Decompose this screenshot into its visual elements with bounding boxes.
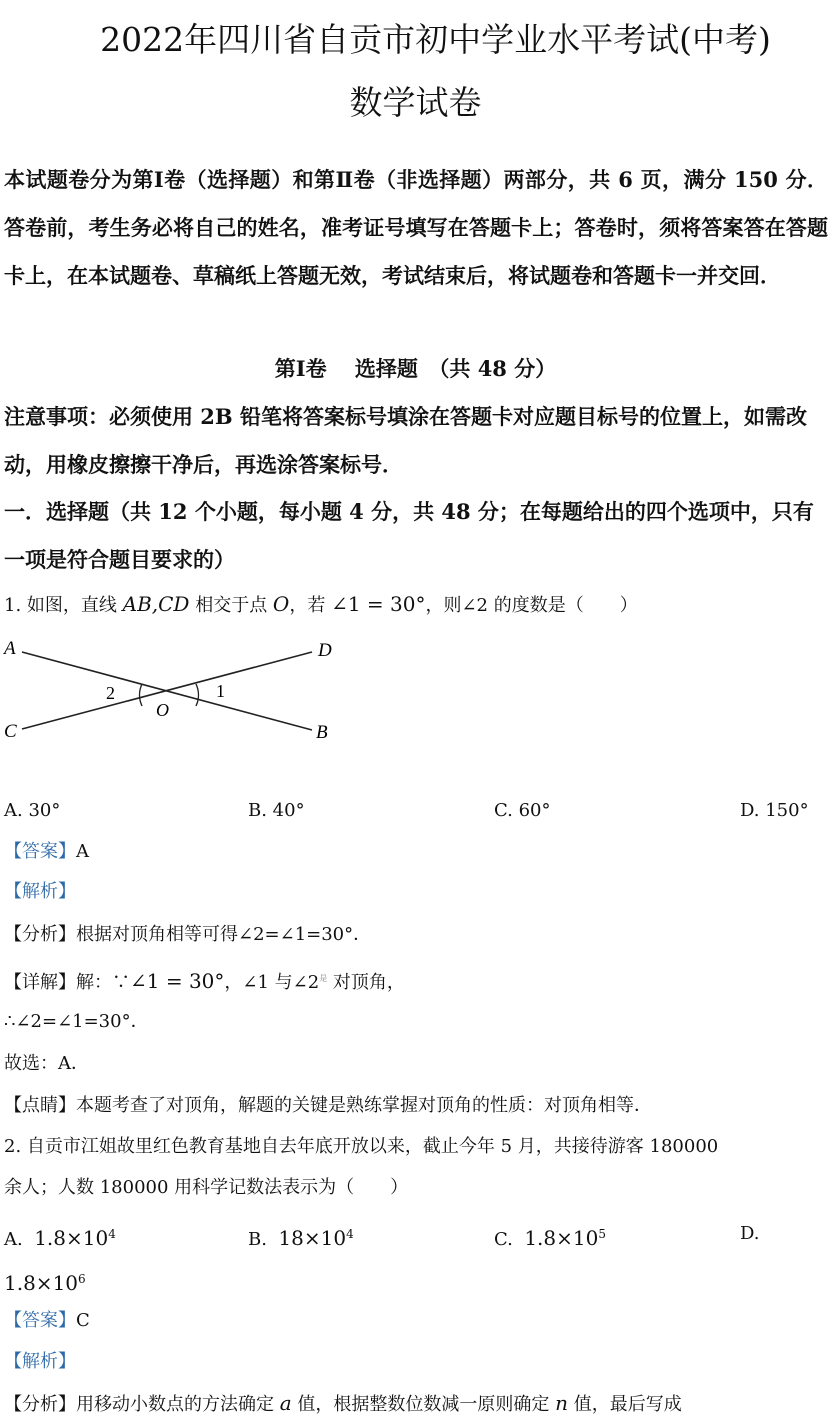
q1-answer: 【答案】A bbox=[4, 841, 89, 862]
exam-title: 2022年四川省自贡市初中学业水平考试(中考) bbox=[100, 20, 771, 59]
q1-dianjing: 【点睛】本题考查了对顶角，解题的关键是熟练掌握对顶角的性质：对顶角相等． bbox=[4, 1095, 652, 1116]
section-heading: 第Ⅰ卷 选择题 （共 48 分） bbox=[274, 356, 557, 381]
label-o: O bbox=[156, 700, 169, 720]
q1-option-a: A. 30° bbox=[4, 800, 61, 821]
q1-analysis-tag: 【解析】 bbox=[4, 881, 76, 902]
label-d: D bbox=[318, 640, 332, 661]
q2-option-c: C. $1.8\times 10^5$ bbox=[494, 1226, 606, 1250]
label-c: C bbox=[4, 721, 17, 742]
label-b: B bbox=[316, 722, 328, 743]
q1-choose: 故选：A． bbox=[4, 1053, 89, 1074]
intro-paragraph: 本试题卷分为第Ⅰ卷（选择题）和第Ⅱ卷（非选择题）两部分，共 6 页，满分 150 分．答卷前，考生务必将自己的姓名，准考证号填写在答题卡上；答卷时，须将答案答在答题卡上，在本试题卷、草稿纸上答题无效，考试结束后，将试题卷和答题卡一并交回． bbox=[4, 167, 828, 288]
q2-answer: 【答案】C bbox=[4, 1310, 90, 1331]
q2-option-a: A. $1.8\times 10^4$ bbox=[4, 1226, 116, 1250]
q2-stem-line2: 余人；人数 180000 用科学记数法表示为（ ） bbox=[4, 1177, 409, 1198]
notice-paragraph: 注意事项：必须使用 2B 铅笔将答案标号填涂在答题卡对应题目标号的位置上，如需改动，用橡皮擦擦干净后，再选涂答案标号． bbox=[4, 404, 807, 477]
q1-therefore: ∴∠2=∠1=30°． bbox=[4, 1011, 149, 1032]
q1-xiangjie: 【详解】解：∵∠1 = 30°，∠1 与$\angle 2^是$ 对顶角， bbox=[4, 969, 405, 993]
q1-stem: 1. 如图，直线 AB,CD 相交于点 O，若 ∠1 = 30°，则∠2 的度数是（ ） bbox=[4, 592, 638, 616]
q1-fenxi: 【分析】根据对顶角相等可得∠2=∠1=30°． bbox=[4, 924, 372, 945]
q1-option-b: B. 40° bbox=[248, 800, 305, 821]
q2-analysis-tag: 【解析】 bbox=[4, 1351, 76, 1372]
q2-fenxi: 【分析】用移动小数点的方法确定 a 值，根据整数位数减一原则确定 n 值，最后写成 bbox=[4, 1391, 682, 1415]
label-angle-1: 1 bbox=[216, 681, 225, 701]
q2-stem-line1: 2. 自贡市江姐故里红色教育基地自去年底开放以来，截止今年 5 月，共接待游客 180000 bbox=[4, 1136, 719, 1157]
q2-option-d: $1.8\times 10^6$ bbox=[4, 1271, 86, 1295]
q2-option-b: B. $18\times 10^4$ bbox=[248, 1226, 354, 1250]
q1-option-c: C. 60° bbox=[494, 800, 551, 821]
q1-figure bbox=[0, 632, 345, 747]
section-title: 一．选择题（共 12 个小题，每小题 4 分，共 48 分；在每题给出的四个选项中，只有一项是符合题目要求的） bbox=[4, 499, 814, 572]
angle-2-arc bbox=[140, 684, 142, 706]
q1-option-d: D. 150° bbox=[740, 800, 809, 821]
label-a: A bbox=[4, 638, 16, 659]
label-angle-2: 2 bbox=[106, 683, 115, 703]
angle-1-arc bbox=[196, 684, 198, 706]
q2-option-d-label: D. bbox=[740, 1223, 760, 1244]
exam-subtitle: 数学试卷 bbox=[349, 83, 482, 122]
